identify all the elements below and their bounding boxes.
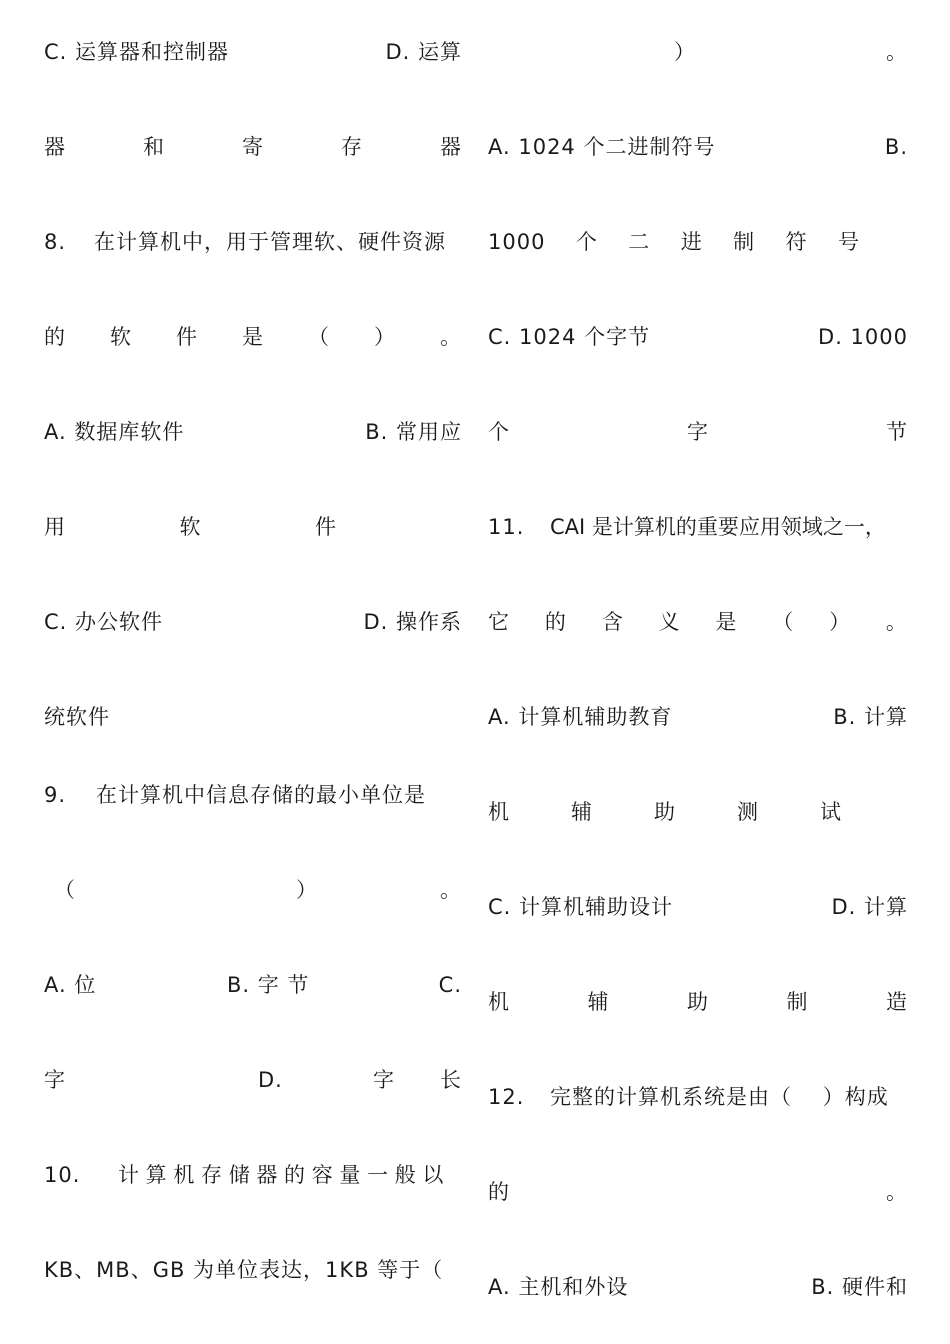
question-12-stem <box>488 1082 908 1112</box>
text-char: 字 <box>44 1068 66 1092</box>
text-char: 长 <box>440 1068 462 1092</box>
question-11-options-ab <box>488 702 908 732</box>
question-11-options-cd <box>488 892 908 922</box>
text-char: 含 <box>601 610 624 634</box>
text-line: 统软件 <box>44 705 110 729</box>
option-b-continuation <box>44 512 337 542</box>
option-b-continuation <box>488 227 860 257</box>
option-c: C. <box>438 973 462 997</box>
text-char: ） <box>829 610 852 634</box>
text-char: 1000 <box>488 230 546 254</box>
question-8-options-ab <box>44 417 462 447</box>
text-char: 节 <box>886 420 908 444</box>
option-b-continuation <box>488 797 842 827</box>
text-char: 是 <box>715 610 738 634</box>
text-char: 。 <box>886 40 908 64</box>
text-char: 用 <box>44 515 66 539</box>
question-11-stem <box>488 512 922 542</box>
text-char: 造 <box>886 990 908 1014</box>
question-10-options-cd <box>488 322 908 352</box>
text-char: 机 <box>488 800 510 824</box>
option-b: B. <box>884 135 908 159</box>
text-char: 。 <box>885 610 908 634</box>
text-char: 器 <box>440 135 462 159</box>
text-char: 辅 <box>571 800 593 824</box>
question-8-stem-continuation <box>44 322 462 352</box>
option-c: C. 1024 个字节 <box>488 325 651 349</box>
text-char: 进 <box>680 230 703 254</box>
question-11-stem-continuation <box>488 607 908 637</box>
option-b: B. 字 节 <box>227 973 310 997</box>
question-9-options-abc <box>44 970 462 1000</box>
text-char: 助 <box>654 800 676 824</box>
question-9-options-cd <box>44 1065 462 1095</box>
text-char: 字 <box>373 1068 395 1092</box>
question-10-stem-end <box>488 37 908 67</box>
option-c: C. 计算机辅助设计 <box>488 895 674 919</box>
question-12-stem-continuation <box>488 1177 908 1207</box>
text-char: 件 <box>315 515 337 539</box>
text-char: 义 <box>658 610 681 634</box>
text-char: 。 <box>886 1180 908 1204</box>
text-char: 的 <box>44 325 66 349</box>
text-char: 机 <box>488 990 510 1014</box>
text-char: （ <box>308 325 330 349</box>
text-char: ） <box>674 40 696 64</box>
text-char: 测 <box>737 800 759 824</box>
text-char: 辅 <box>587 990 610 1014</box>
option-a: A. 1024 个二进制符号 <box>488 135 716 159</box>
option-b: B. 计算 <box>833 705 908 729</box>
option-d: D. 操作系 <box>363 610 462 634</box>
option-a: A. 计算机辅助教育 <box>488 705 673 729</box>
text-char: 助 <box>687 990 709 1014</box>
option-d: D. 1000 <box>818 325 908 349</box>
question-number: 12. <box>488 1085 525 1109</box>
question-10-stem-continuation <box>44 1255 462 1285</box>
text-char: 是 <box>242 325 264 349</box>
text-char: 器 <box>44 135 66 159</box>
question-number: 9. <box>44 783 67 807</box>
question-9-stem-continuation <box>54 875 462 905</box>
question-12-options-ab <box>488 1272 908 1302</box>
text-char: 制 <box>733 230 756 254</box>
question-8-options-cd <box>44 607 462 637</box>
question-number: 11. <box>488 515 525 539</box>
text-char: 个 <box>488 420 510 444</box>
option-d-continuation <box>488 417 908 447</box>
question-10-stem <box>44 1160 462 1190</box>
text-char: 。 <box>440 325 462 349</box>
question-10-options-ab <box>488 132 908 162</box>
text-char: 和 <box>143 135 165 159</box>
text-char: 它 <box>488 610 510 634</box>
question-text: 计 算 机 存 储 器 的 容 量 一 般 以 <box>118 1163 444 1187</box>
question-text: CAI 是计算机的重要应用领域之一， <box>550 515 886 539</box>
option-d: D. 计算 <box>831 895 908 919</box>
option-b: B. 常用应 <box>365 420 462 444</box>
question-text: 在计算机中信息存储的最小单位是 <box>96 783 426 807</box>
text-char: ） <box>374 325 396 349</box>
text-char: 寄 <box>242 135 264 159</box>
text-char: ） <box>296 878 318 902</box>
text-char: 个 <box>575 230 598 254</box>
text-char: 号 <box>837 230 860 254</box>
option-c: C. 办公软件 <box>44 610 164 634</box>
text-line: KB、MB、GB 为单位表达，1KB 等于（ <box>44 1258 444 1282</box>
option-d-continuation <box>488 987 908 1017</box>
question-7-options-cd <box>44 37 462 67</box>
option-a: A. 位 <box>44 973 97 997</box>
text-char: 字 <box>687 420 709 444</box>
text-char: 的 <box>544 610 567 634</box>
option-d-continuation <box>44 702 462 732</box>
option-d: D. <box>258 1068 283 1092</box>
question-text: 完整的计算机系统是由（ ）构成 <box>550 1085 889 1109</box>
text-char: 存 <box>341 135 363 159</box>
text-char: 软 <box>110 325 132 349</box>
question-number: 8. <box>44 230 67 254</box>
text-char: 的 <box>488 1180 510 1204</box>
option-c: C. 运算器和控制器 <box>44 40 230 64</box>
option-d-continuation <box>44 132 462 162</box>
text-char: （ <box>54 878 76 902</box>
question-8-stem <box>44 227 462 257</box>
text-char: 制 <box>786 990 809 1014</box>
option-a: A. 主机和外设 <box>488 1275 629 1299</box>
question-number: 10. <box>44 1163 81 1187</box>
text-char: 件 <box>176 325 198 349</box>
text-char: （ <box>772 610 795 634</box>
option-d: D. 运算 <box>385 40 462 64</box>
question-text: 在计算机中，用于管理软、硬件资源 <box>94 230 446 254</box>
text-char: 符 <box>785 230 808 254</box>
text-char: 试 <box>820 800 842 824</box>
text-char: 。 <box>440 878 462 902</box>
option-b: B. 硬件和 <box>811 1275 908 1299</box>
text-char: 软 <box>179 515 202 539</box>
text-char: 二 <box>628 230 651 254</box>
question-9-stem <box>44 780 462 810</box>
option-a: A. 数据库软件 <box>44 420 185 444</box>
